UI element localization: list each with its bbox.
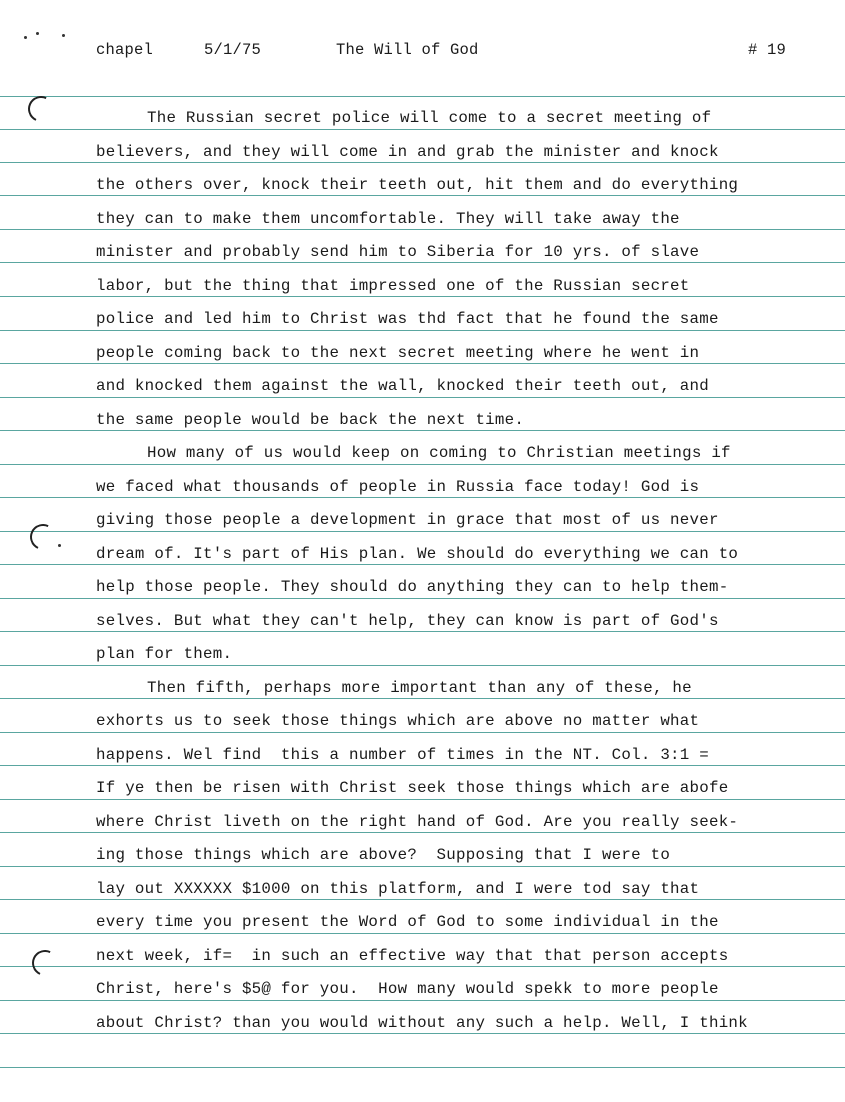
paper-speck — [62, 34, 65, 37]
text-line: dream of. It's part of His plan. We should do everything we can to — [96, 545, 739, 563]
text-line: exhorts us to seek those things which are above no matter what — [96, 712, 700, 730]
rule-line — [0, 765, 845, 766]
rule-line — [0, 430, 845, 431]
paper-speck — [24, 36, 27, 39]
text-line: and knocked them against the wall, knocked their teeth out, and — [96, 377, 709, 395]
rule-line — [0, 933, 845, 934]
rule-line — [0, 397, 845, 398]
text-line: the same people would be back the next time. — [96, 411, 525, 429]
rule-line — [0, 631, 845, 632]
rule-line — [0, 129, 845, 130]
text-line: Then fifth, perhaps more important than any of these, he — [147, 679, 692, 697]
paper-speck — [36, 32, 39, 35]
text-line: they can to make them uncomfortable. They will take away the — [96, 210, 680, 228]
text-line: How many of us would keep on coming to Christian meetings if — [147, 444, 731, 462]
page-number: # 19 — [748, 41, 787, 59]
text-line: selves. But what they can't help, they can know is part of God's — [96, 612, 719, 630]
text-line: help those people. They should do anything they can to help them- — [96, 578, 729, 596]
rule-line — [0, 464, 845, 465]
text-line: police and led him to Christ was thd fact that he found the same — [96, 310, 719, 328]
header-context: chapel — [96, 41, 154, 59]
text-line: where Christ liveth on the right hand of God. Are you really seek- — [96, 813, 739, 831]
rule-line — [0, 832, 845, 833]
text-line: people coming back to the next secret meeting where he went in — [96, 344, 700, 362]
text-line: giving those people a development in grace that most of us never — [96, 511, 719, 529]
text-line: minister and probably send him to Siberia for 10 yrs. of slave — [96, 243, 700, 261]
rule-line — [0, 564, 845, 565]
rule-line — [0, 866, 845, 867]
text-line: If ye then be risen with Christ seek those things which are abofe — [96, 779, 729, 797]
rule-line — [0, 799, 845, 800]
rule-line — [0, 1033, 845, 1034]
punch-hole-middle — [26, 520, 59, 553]
rule-line — [0, 96, 845, 97]
rule-line — [0, 899, 845, 900]
text-line: The Russian secret police will come to a secret meeting of — [147, 109, 712, 127]
text-line: lay out XXXXXX $1000 on this platform, and I were tod say that — [96, 880, 700, 898]
text-line: every time you present the Word of God to some individual in the — [96, 913, 719, 931]
text-line: next week, if= in such an effective way that that person accepts — [96, 947, 729, 965]
page-title: The Will of God — [336, 41, 479, 59]
text-line: the others over, knock their teeth out, hit them and do everything — [96, 176, 739, 194]
rule-line — [0, 229, 845, 230]
paper-speck — [58, 544, 61, 547]
text-line: Christ, here's $5@ for you. How many would spekk to more people — [96, 980, 719, 998]
rule-line — [0, 296, 845, 297]
rule-line — [0, 665, 845, 666]
punch-hole-top — [24, 92, 57, 125]
text-line: ing those things which are above? Supposing that I were to — [96, 846, 671, 864]
rule-line — [0, 363, 845, 364]
rule-line — [0, 1000, 845, 1001]
rule-line — [0, 698, 845, 699]
punch-hole-bottom — [28, 946, 61, 979]
rule-line — [0, 598, 845, 599]
text-line: happens. Wel find this a number of times in the NT. Col. 3:1 = — [96, 746, 709, 764]
rule-line — [0, 732, 845, 733]
text-line: we faced what thousands of people in Russia face today! God is — [96, 478, 700, 496]
rule-line — [0, 966, 845, 967]
text-line: plan for them. — [96, 645, 233, 663]
header-date: 5/1/75 — [204, 41, 262, 59]
rule-line — [0, 195, 845, 196]
text-line: labor, but the thing that impressed one of the Russian secret — [96, 277, 690, 295]
rule-line — [0, 330, 845, 331]
rule-line — [0, 1067, 845, 1068]
rule-line — [0, 497, 845, 498]
rule-line — [0, 262, 845, 263]
text-line: believers, and they will come in and grab the minister and knock — [96, 143, 719, 161]
rule-line — [0, 531, 845, 532]
text-line: about Christ? than you would without any such a help. Well, I think — [96, 1014, 748, 1032]
rule-line — [0, 162, 845, 163]
